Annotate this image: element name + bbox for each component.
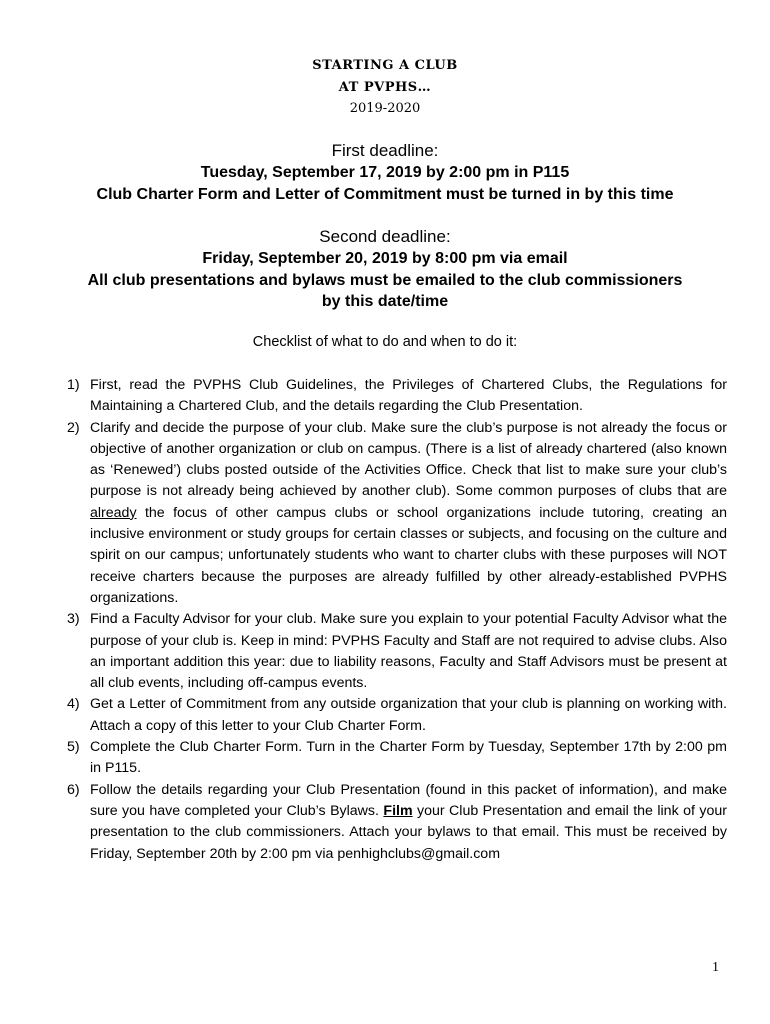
step-text: First, read the PVPHS Club Guidelines, the Privileges of Chartered Clubs, the Regulations for Maintaining a Chartered Club, and the details regarding the Club Presentation.: [90, 377, 727, 415]
checklist-steps: [67, 375, 727, 865]
title-line-1: STARTING A CLUB: [312, 58, 458, 73]
checklist-step-2: [67, 418, 727, 610]
page-number: 1: [712, 960, 719, 975]
second-deadline-date: Friday, September 20, 2019 by 8:00 pm via email: [202, 250, 568, 267]
step-text-part-b: the focus of other campus clubs or school organizations include tutoring, creating an inclusive environment or study groups for certain classes or subjects, and focusing on the culture and spirit on our campus; unfortunately students who want to charter clubs with these purposes will NOT receive charters because the purposes are already fulfilled by other already-established PVPHS organizations.: [90, 504, 727, 606]
checklist-step-1: [67, 375, 727, 418]
underlined-word: already: [90, 504, 137, 521]
step-text: Complete the Club Charter Form. Turn in the Charter Form by Tuesday, September 17th by 2:00 pm in P115.: [90, 739, 727, 777]
step-text-part-b: your Club Presentation and email the link of your presentation to the club commissioners. Attach your bylaws to that email. This must be received by Friday, September 20th by 2:00 pm via penhighclubs@gmail.com: [90, 802, 727, 862]
school-year: 2019-2020: [349, 101, 421, 116]
step-text: Find a Faculty Advisor for your club. Make sure you explain to your potential Faculty Advisor what the purpose of your club is. Keep in mind: PVPHS Faculty and Staff are not required to advise clubs. Also an important addition this year: due to liability reasons, Faculty and Staff Advisors must be present at all club events, including off-campus events.: [90, 611, 727, 692]
step-text-part-a: Follow the details regarding your Club Presentation (found in this packet of information), and make sure you have completed your Club’s Bylaws.: [90, 781, 727, 819]
step-text-part-a: Clarify and decide the purpose of your club. Make sure the club’s purpose is not already the focus or objective of another organization or club on campus. (There is a list of already chartered (also known as ‘Renewed’) clubs posted outside of the Activities Office. Check that list to make sure your club’s purpose is not already being achieved by another club). Some common purposes of clubs that are: [90, 419, 727, 500]
title-line-2: AT PVPHS…: [338, 80, 432, 95]
first-deadline-date: Tuesday, September 17, 2019 by 2:00 pm in P115: [200, 164, 570, 181]
second-deadline-label: Second deadline:: [319, 227, 451, 246]
checklist-step-4: [67, 694, 727, 737]
checklist-step-3: [67, 609, 727, 694]
first-deadline-label: First deadline:: [331, 141, 439, 160]
checklist-step-5: [67, 737, 727, 780]
step-number: 6): [67, 781, 80, 798]
step-text: Get a Letter of Commitment from any outside organization that your club is planning on working with. Attach a copy of this letter to your Club Charter Form.: [90, 696, 727, 734]
first-deadline-description: Club Charter Form and Letter of Commitment must be turned in by this time: [96, 186, 674, 203]
step-number: 1): [67, 377, 80, 393]
step-number: 3): [67, 611, 80, 628]
step-number: 4): [67, 696, 80, 713]
checklist-heading: Checklist of what to do and when to do it:: [252, 334, 518, 350]
emphasized-word: Film: [383, 802, 413, 819]
step-number: 5): [67, 739, 80, 756]
step-number: 2): [67, 419, 80, 436]
second-deadline-description-line-1: All club presentations and bylaws must be emailed to the club commissioners: [87, 272, 683, 289]
second-deadline-description-line-2: by this date/time: [321, 293, 449, 310]
checklist-step-6: [67, 780, 727, 865]
